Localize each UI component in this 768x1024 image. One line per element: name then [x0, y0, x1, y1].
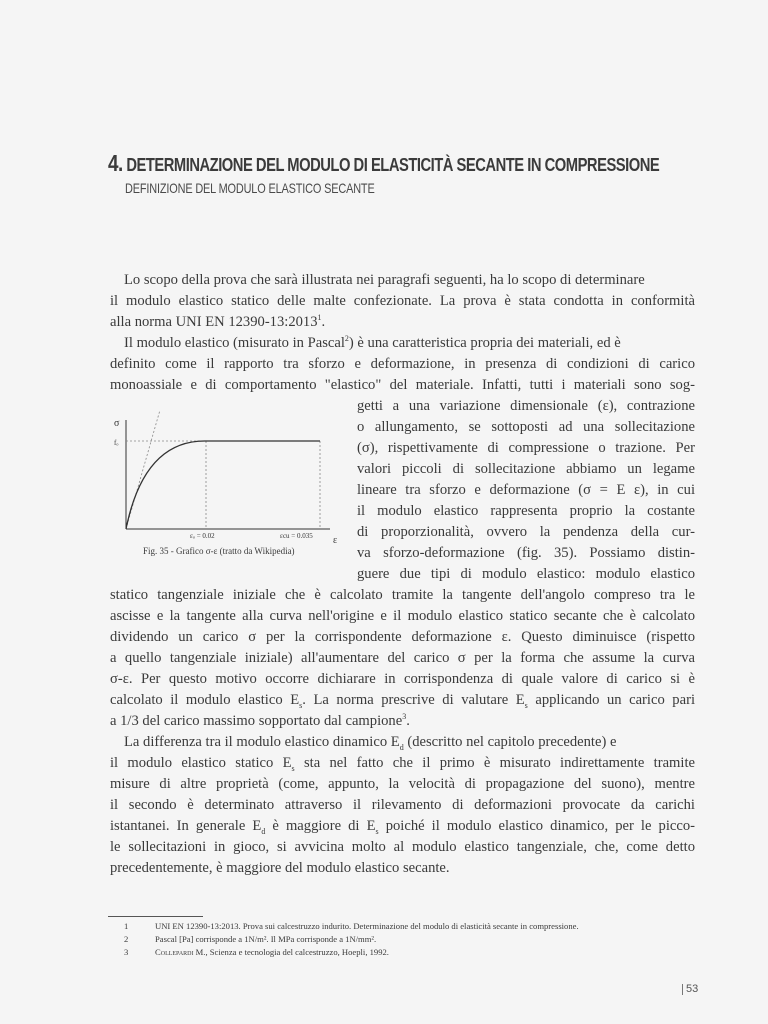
footnote-number: 3: [124, 947, 129, 957]
footnote-author: Collepardi: [155, 947, 194, 957]
footnote-ref: 2: [344, 334, 349, 344]
footnote-rule: [108, 916, 203, 917]
body-line: σ-ε. Per questo motivo occorre dichiarare in corrispondenza di quale valore di carico si è: [110, 671, 695, 687]
stress-strain-graph: [108, 410, 348, 550]
body-line: valori piccoli di sollecitazione abbiamo un legame: [357, 461, 695, 477]
stress-strain-figure: [108, 410, 348, 550]
body-line: le sollecitazioni in gioco, si avvicina molto al modulo elastico tangenziale, che, come detto: [110, 839, 695, 855]
footnote-text: UNI EN 12390-13:2013. Prova sui calcestruzzo indurito. Determinazione del modulo di elasticità secante in compressione.: [155, 921, 579, 931]
body-line: il modulo elastico statico delle malte confezionate. La prova è stata condotta in conformità: [110, 293, 695, 309]
footnote: [124, 946, 389, 958]
footnote: [124, 920, 579, 932]
body-line: statico tangenziale iniziale che è calcolato tramite la tangente dell'angolo compreso tra le: [110, 587, 695, 603]
page-number: 53: [682, 984, 698, 995]
body-line: va sforzo-deformazione (fig. 35). Possiamo distin-: [357, 545, 695, 561]
figure-caption: Fig. 35 - Grafico σ-ε (tratto da Wikipedia): [143, 546, 295, 556]
initial-tangent-line: [126, 410, 160, 529]
body-line: definito come il rapporto tra sforzo e deformazione, in presenza di condizioni di carico: [110, 356, 695, 372]
body-line: a quello tangenziale iniziale) all'aumentare del carico σ per la forma che assume la curva: [110, 650, 695, 666]
tick-label-peak: εₒ = 0.02: [190, 532, 215, 540]
footnote-ref: 1: [317, 313, 322, 323]
body-line: monoassiale e di comportamento "elastico" del materiale. Infatti, tutti i materiali sono sog-: [110, 377, 695, 393]
footnote-text: M., Scienza e tecnologia del calcestruzzo, Hoepli, 1992.: [193, 947, 389, 957]
footnote-number: 2: [124, 934, 129, 944]
body-line: dividendo un carico σ per la corrispondente deformazione ε. Questo diminuisce (rispetto: [110, 629, 695, 645]
stress-strain-curve: [126, 441, 320, 529]
body-line: getti a una variazione dimensionale (ε), contrazione: [357, 398, 695, 414]
footnote-text: Pascal [Pa] corrisponde a 1N/m². Il MPa corrisponde a 1N/mm².: [155, 934, 377, 944]
body-line: Lo scopo della prova che sarà illustrata nei paragrafi seguenti, ha lo scopo di determinare: [124, 272, 645, 288]
body-line: guere due tipi di modulo elastico: modulo elastico: [357, 566, 695, 582]
body-line: ascisse e la tangente alla curva nell'origine e il modulo elastico statico secante che è calcolato: [110, 608, 695, 624]
body-line: calcolato il modulo elastico $E_s$. La norma prescrive di valutare $E_s$ applicando un carico pari: [110, 692, 695, 710]
footnote: [124, 933, 376, 945]
chapter-heading: [108, 150, 659, 177]
body-line: (σ), rispettivamente di compressione o trazione. Per: [357, 440, 695, 456]
x-axis-label: ε: [333, 535, 338, 546]
y-tick-label: fₒ: [114, 439, 119, 447]
body-line: il modulo elastico statico $E_s$ sta nel fatto che il primo è misurato indirettamente tramite: [110, 755, 695, 773]
chapter-number: 4.: [108, 150, 123, 176]
footnote-number: 1: [124, 921, 129, 931]
body-line: lineare tra sforzo e deformazione (σ = E ε), in cui: [357, 482, 695, 498]
section-subtitle: DEFINIZIONE DEL MODULO ELASTICO SECANTE: [125, 180, 375, 196]
body-line: La differenza tra il modulo elastico dinamico $E_d$ (descritto nel capitolo precedente) e: [124, 734, 617, 752]
body-line: il secondo è determinato attraverso il rilevamento di deformazioni provocate da carichi: [110, 797, 695, 813]
body-line: o allungamento, se sottoposti ad una sollecitazione: [357, 419, 695, 435]
body-line: alla norma UNI EN 12390-13:2013$^1$.: [110, 313, 326, 330]
footnote-ref: 3: [402, 712, 407, 722]
y-axis-label: σ: [114, 418, 120, 429]
body-line: precedentemente, è maggiore del modulo elastico secante.: [110, 860, 450, 876]
body-line: Il modulo elastico (misurato in Pascal$^2$) è una caratteristica propria dei materiali, ed è: [124, 334, 621, 351]
tick-label-ultimate: εcu = 0.035: [280, 532, 313, 540]
chapter-title: DETERMINAZIONE DEL MODULO DI ELASTICITÀ SECANTE IN COMPRESSIONE: [126, 155, 660, 175]
body-line: di proporzionalità, ovvero la pendenza della cur-: [357, 524, 695, 540]
body-line: a 1/3 del carico massimo sopportato dal campione$^3$.: [110, 712, 410, 729]
body-line: il modulo elastico rappresenta proprio la costante: [357, 503, 695, 519]
body-line: misure di altre proprietà (come, appunto, la velocità di propagazione del suono), mentre: [110, 776, 695, 792]
body-line: istantanei. In generale $E_d$ è maggiore di $E_s$ poiché il modulo elastico dinamico, per le picco-: [110, 818, 695, 836]
